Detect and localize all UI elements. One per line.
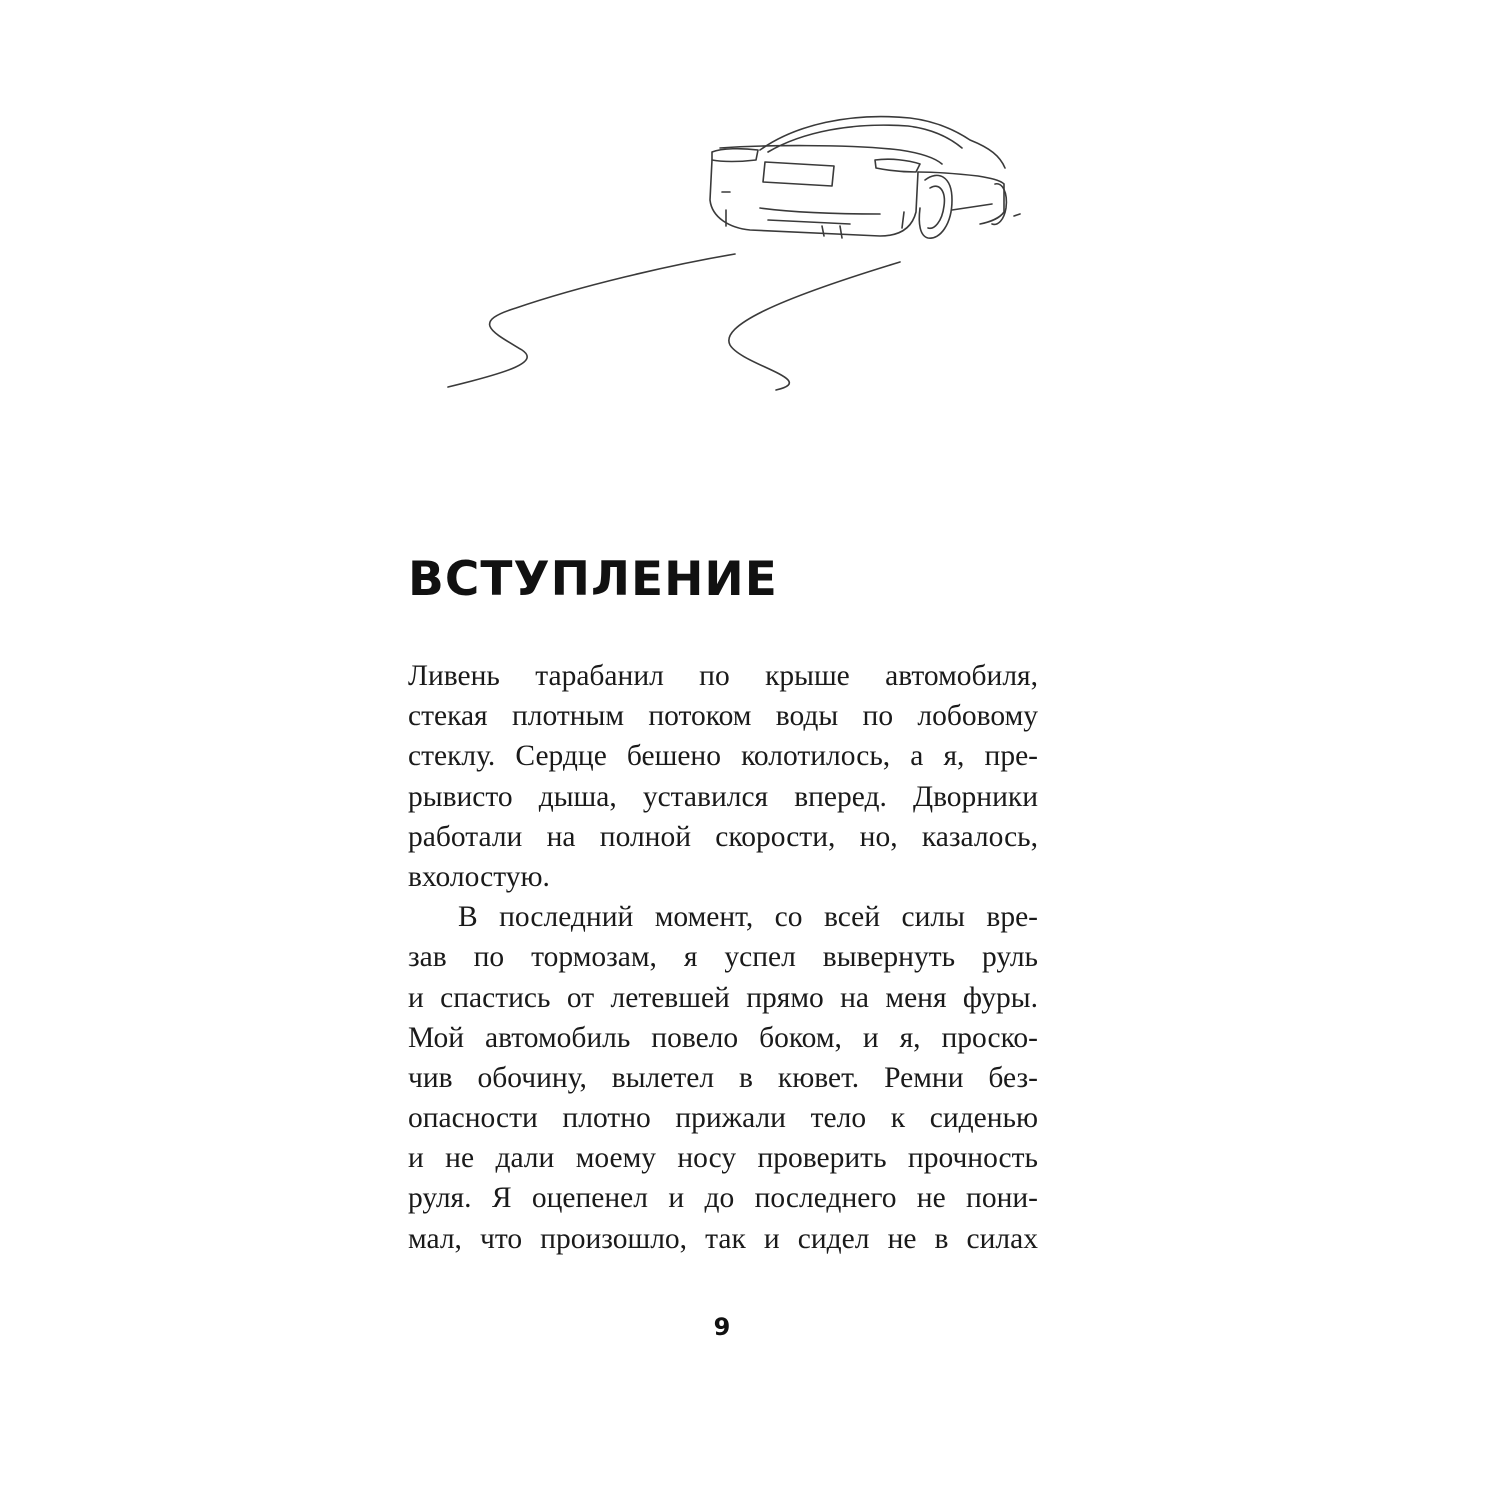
text-line: мал, что произошло, так и сидел не в силах [408,1222,1038,1255]
text-line: и спастись от летевшей прямо на меня фуры. [408,981,1038,1014]
text-line: чив обочину, вылетел в кювет. Ремни без- [408,1061,1038,1094]
text-line: Мой автомобиль повело боком, и я, проско- [408,1021,1038,1054]
text-line: Ливень тарабанил по крыше автомобиля, [408,660,1038,692]
text-line: рывисто дыша, уставился вперед. Дворники [408,780,1038,813]
chapter-title: ВСТУПЛЕНИЕ [408,552,778,607]
text-line: стекая плотным потоком воды по лобовому [408,700,1038,733]
text-line: руля. Я оцепенел и до последнего не пони- [408,1182,1038,1215]
paragraph [408,656,1038,897]
text-line: и не дали моему носу проверить прочность [408,1142,1038,1175]
text-line: стеклу. Сердце бешено колотилось, а я, пре- [408,740,1038,773]
body-text [408,656,1038,1259]
sports-car-line-drawing-icon [430,100,1030,400]
text-line: работали на полной скорости, но, казалось, [408,820,1038,853]
text-line: опасности плотно прижали тело к сиденью [408,1102,1038,1135]
text-line: зав по тормозам, я успел вывернуть руль [408,941,1038,974]
paragraph [408,897,1038,1259]
text-line: В последний момент, со всей силы вре- [458,901,1038,934]
car-road-illustration [430,100,1030,400]
text-line: вхолостую. [408,860,550,893]
page-number: 9 [713,1313,731,1341]
